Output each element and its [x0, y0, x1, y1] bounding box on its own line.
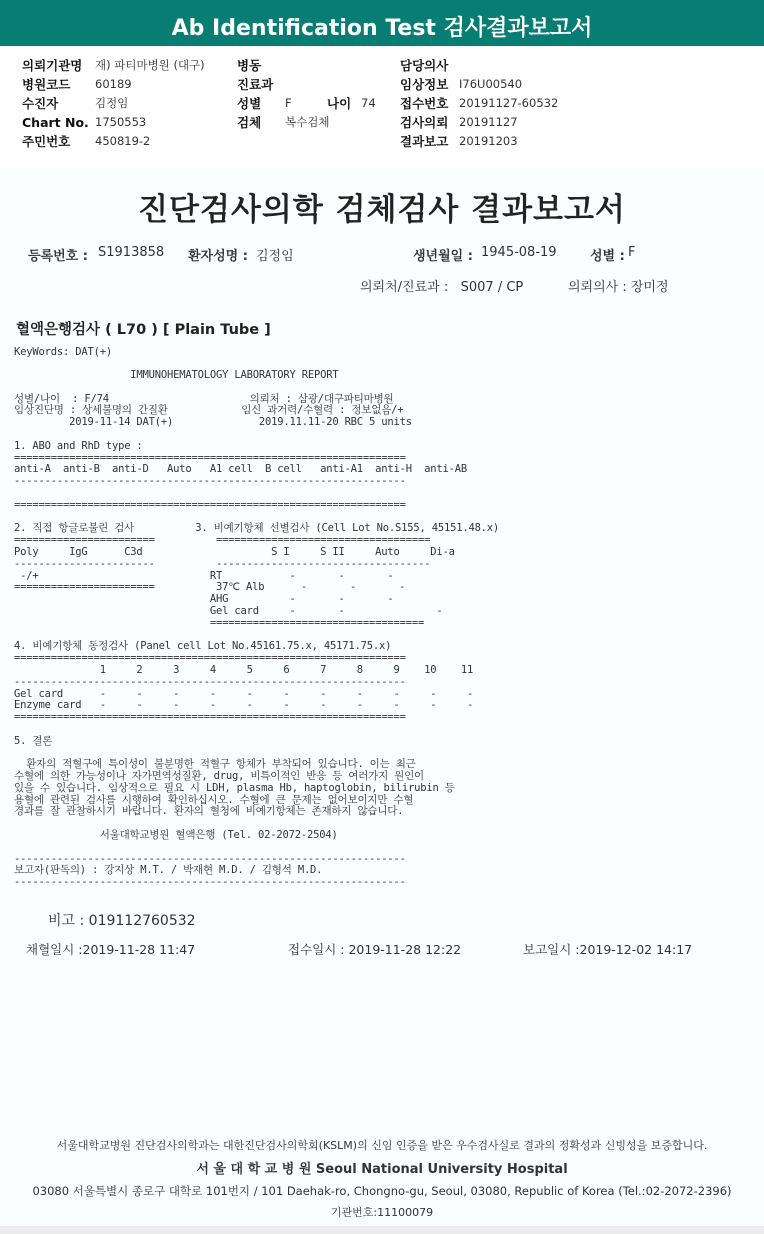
report-line — [14, 429, 499, 441]
info-label: 임상정보 — [400, 77, 449, 92]
receive-time: 접수일시 : 2019-11-28 12:22 — [288, 942, 462, 957]
keywords-line: KeyWords: DAT(+) — [14, 346, 112, 358]
report-time: 보고일시 :2019-12-02 14:17 — [523, 942, 693, 957]
report-line: 2. 직접 항글로불린 검사 3. 비예기항체 선별검사 (Cell Lot No.S155, 45151.48.x) — [14, 522, 500, 535]
name-value: 김정임 — [256, 249, 294, 264]
report-line: ---------------------------------------------------------------- — [14, 675, 406, 688]
report-line: 성별/나이 : F/74 의뢰처 : 삼광/대구파티마병원 — [14, 392, 394, 405]
info-label: 결과보고 — [400, 134, 449, 149]
report-header-bar — [0, 0, 764, 46]
info-label: Chart No. — [22, 115, 89, 130]
report-line: -/+ RT - - - — [14, 569, 394, 582]
info-row-2 — [0, 75, 764, 94]
info-value: F — [285, 96, 292, 110]
report-line: 용혈에 관련된 검사를 시행하여 확인하십시오. 수혈에 큰 문제는 없어보이지만 수혈 — [14, 793, 414, 806]
report-line: ----------------------- ----------------------------------- — [14, 557, 431, 570]
report-line — [14, 842, 499, 854]
sex-label: 성별 : — [590, 249, 625, 264]
report-line: 서울대학교병원 혈액은행 (Tel. 02-2072-2504) — [14, 829, 338, 842]
report-title: 진단검사의학 검체검사 결과보고서 — [138, 192, 626, 228]
info-label: 나이 — [327, 96, 352, 111]
info-value: 재) 파티마병원 (대구) — [95, 58, 205, 72]
report-line: ---------------------------------------------------------------- — [14, 475, 406, 488]
info-value: 1750553 — [95, 115, 147, 129]
report-line: 수혈에 의한 가능성이나 자가면역성질환, drug, 비특이적인 반응 등 여러가지 원인이 — [14, 770, 424, 783]
report-line: Gel card - - - - - - - - - - - — [14, 687, 474, 700]
report-line: ---------------------------------------------------------------- — [14, 876, 406, 889]
report-line: 1 2 3 4 5 6 7 8 9 10 11 — [14, 663, 474, 676]
sex-value: F — [628, 245, 636, 260]
report-line: Poly IgG C3d S I S II Auto Di-a — [14, 545, 455, 558]
info-row-5 — [0, 132, 764, 151]
report-line: ================================================================ — [14, 652, 406, 665]
report-line: anti-A anti-B anti-D Auto A1 cell B cell anti-A1 anti-H anti-AB — [14, 463, 467, 476]
collect-time: 채혈일시 :2019-11-28 11:47 — [26, 942, 196, 957]
report-document — [0, 170, 764, 1234]
institution-code: 기관번호:11100079 — [330, 1206, 434, 1219]
report-line: 있을 수 있습니다. 임상적으로 필요 시 LDH, plasma Hb, haptoglobin, bilirubin 등 — [14, 781, 455, 794]
report-line: 환자의 적혈구에 특이성이 불분명한 적혈구 항체가 부착되어 있습니다. 이는 최근 — [14, 758, 416, 771]
info-row-4 — [0, 113, 764, 132]
info-row-1 — [0, 56, 764, 75]
info-value: 60189 — [95, 77, 132, 91]
info-value: 20191203 — [459, 134, 518, 148]
header-title: Ab Identification Test 검사결과보고서 — [171, 16, 593, 41]
info-label: 검사의뢰 — [400, 115, 449, 130]
report-line: 보고자(판독의) : 강지상 M.T. / 박재현 M.D. / 김형석 M.D. — [14, 864, 323, 877]
info-value: 74 — [361, 96, 376, 110]
hospital-name: 서 울 대 학 교 병 원 Seoul National University Hospital — [196, 1162, 568, 1177]
info-label: 접수번호 — [400, 96, 449, 111]
info-label: 담당의사 — [400, 58, 449, 73]
certification-note: 서울대학교병원 진단검사의학과는 대한진단검사의학회(KSLM)의 신임 인증을 받은 우수검사실로 결과의 정확성과 신빙성을 보증합니다. — [56, 1139, 708, 1152]
report-line: 2019-11-14 DAT(+) 2019.11.11-20 RBC 5 units — [14, 416, 412, 429]
reg-value: S1913858 — [98, 245, 165, 260]
info-value: 김정임 — [95, 96, 129, 110]
report-line: ======================= =================================== — [14, 534, 431, 547]
report-line — [14, 382, 499, 394]
dob-label: 생년월일 : — [413, 249, 473, 264]
report-line: ================================================================ — [14, 498, 406, 511]
info-label: 성별 — [237, 96, 262, 111]
report-line: ---------------------------------------------------------------- — [14, 852, 406, 865]
report-line: AHG - - - — [14, 593, 394, 606]
info-row-3 — [0, 94, 764, 113]
info-label: 검체 — [237, 115, 262, 130]
reg-label: 등록번호 : — [28, 249, 88, 264]
hospital-address: 03080 서울특별시 종로구 대학로 101번지 / 101 Daehak-ro, Chongno-gu, Seoul, 03080, Republic of Korea (Tel.:02-2072-2396) — [32, 1184, 732, 1198]
name-label: 환자성명 : — [188, 249, 248, 264]
footer-bar — [0, 1226, 764, 1234]
info-value: I76U00540 — [459, 77, 523, 91]
report-line: IMMUNOHEMATOLOGY LABORATORY REPORT — [14, 369, 339, 381]
info-label: 진료과 — [237, 77, 274, 92]
info-label: 주민번호 — [22, 134, 71, 149]
report-line: ======================= 37℃ Alb - - - — [14, 581, 406, 594]
report-line — [14, 724, 499, 736]
dob-value: 1945-08-19 — [481, 245, 557, 260]
info-label: 의뢰기관명 — [22, 58, 83, 73]
info-value: 복수검체 — [285, 115, 330, 129]
memo-line: 비고 : 019112760532 — [48, 913, 196, 929]
test-section-title: 혈액은행검사 ( L70 ) [ Plain Tube ] — [16, 322, 271, 338]
report-line: 5. 결론 — [14, 734, 53, 747]
info-label: 병원코드 — [22, 77, 71, 92]
report-line: 1. ABO and RhD type : — [14, 439, 143, 452]
info-value: 20191127 — [459, 115, 518, 129]
report-line: =================================== — [14, 616, 425, 629]
request-info-panel — [0, 52, 764, 164]
info-label: 수진자 — [22, 96, 59, 111]
report-line: Gel card - - - — [14, 604, 443, 617]
info-label: 병동 — [237, 58, 262, 73]
report-line: 4. 비예기항체 동정검사 (Panel cell Lot No.45161.75.x, 45171.75.x) — [14, 640, 392, 653]
dept-line: 의뢰처/진료과 : S007 / CP — [360, 280, 524, 295]
report-line: Enzyme card - - - - - - - - - - - — [14, 699, 474, 712]
lab-report-body — [14, 370, 499, 889]
report-line: 임상진단명 : 상세불명의 간질환 임신 과거력/수혈력 : 정보없음/+ — [14, 404, 404, 417]
info-value: 20191127-60532 — [459, 96, 559, 110]
doctor-line: 의뢰의사 : 장미정 — [568, 280, 669, 295]
report-line — [14, 488, 499, 500]
report-line: 경과를 잘 관찰하시기 바랍니다. 환자의 혈청에 비예기항체는 존재하지 않습니다. — [14, 805, 404, 818]
report-line: ================================================================ — [14, 451, 406, 464]
info-value: 450819-2 — [95, 134, 151, 148]
report-line: ================================================================ — [14, 711, 406, 724]
